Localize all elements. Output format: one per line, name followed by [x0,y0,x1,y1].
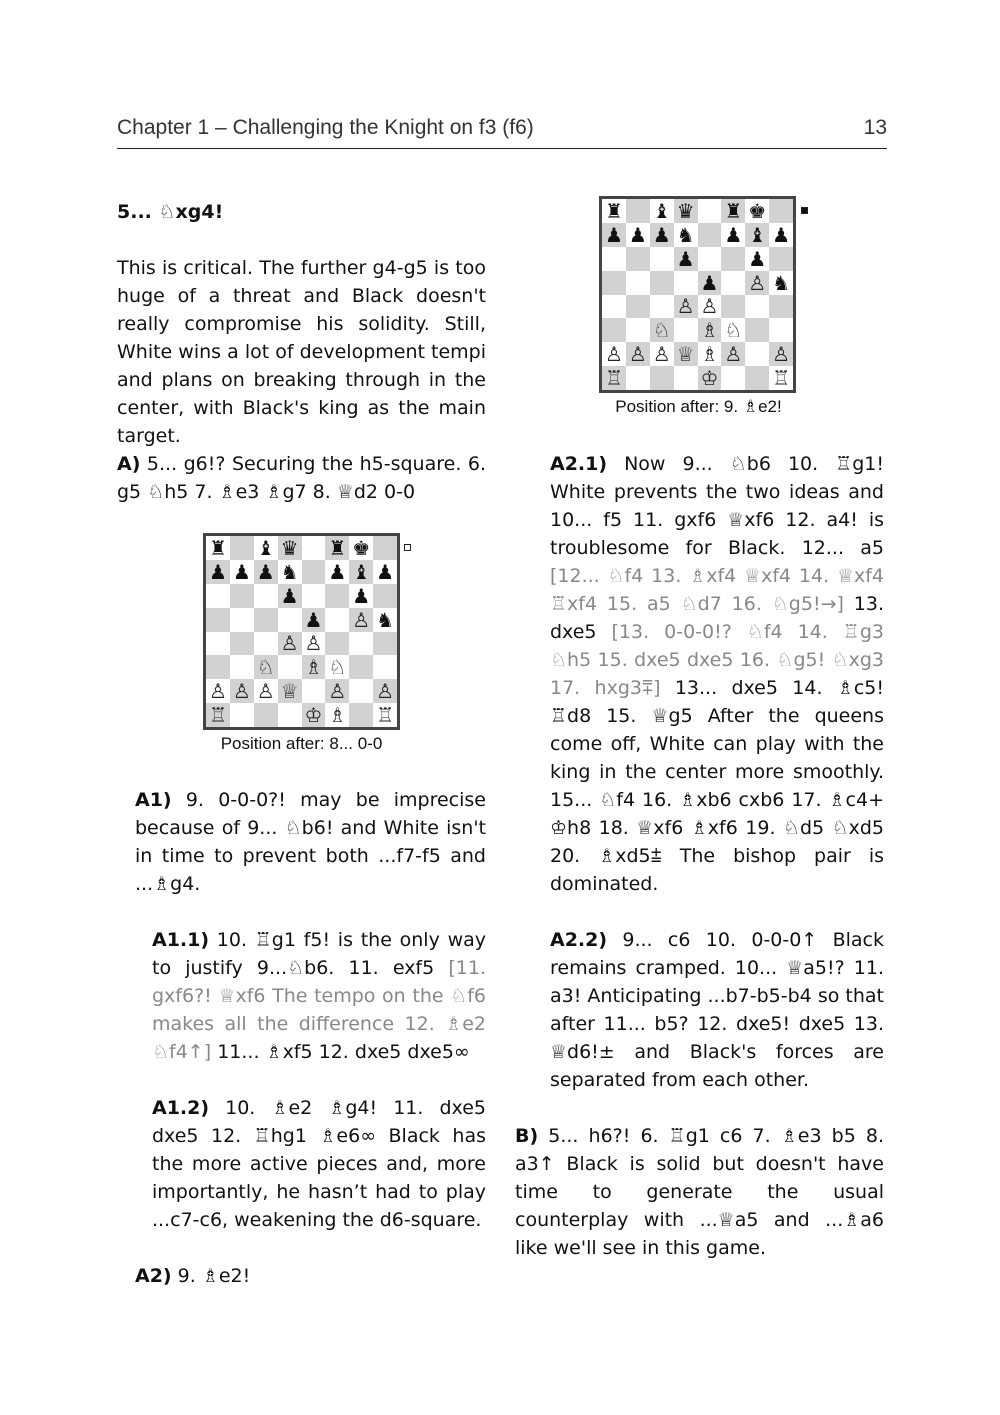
square-d4 [278,632,302,656]
white-pawn-icon: ♙ [628,342,647,367]
variation-label: A2) [135,1265,172,1287]
black-rook-icon: ♜ [604,198,623,223]
variation-text: Now 9... ♘b6 10. ♖g1! White prevents the two ideas and 10... f5 11. gxf6 ♕xf6 12. a4! is troublesome for Black. 12... a5 [550,453,884,559]
page-header [117,114,887,149]
black-pawn-icon: ♟ [676,246,695,271]
white-knight-icon: ♘ [652,318,671,343]
square-a5 [206,608,230,632]
square-d1 [278,703,302,727]
white-queen-icon: ♕ [676,342,695,367]
square-f2 [721,342,745,366]
black-pawn-icon: ♟ [304,607,323,632]
square-b4 [626,295,650,319]
square-f5 [325,608,349,632]
black-rook-icon: ♜ [724,198,743,223]
black-pawn-icon: ♟ [376,559,395,584]
diagram-caption: Position after: 8... 0-0 [220,734,383,753]
square-a7 [602,223,626,247]
square-a7 [206,560,230,584]
square-c8 [254,536,278,560]
black-pawn-icon: ♟ [652,222,671,247]
black-pawn-icon: ♟ [256,559,275,584]
white-pawn-icon: ♙ [700,294,719,319]
square-f8 [325,536,349,560]
square-e4 [302,632,326,656]
chapter-title: Chapter 1 – Challenging the Knight on f3 (f6) [117,116,534,139]
variation-text: 5... g6!? Securing the h5-square. 6. g5 ♘h5 7. ♗e3 ♗g7 8. ♕d2 0-0 [117,453,486,503]
square-f7 [325,560,349,584]
square-b5 [626,271,650,295]
square-d8 [278,536,302,560]
white-pawn-icon: ♙ [604,342,623,367]
white-rook-icon: ♖ [604,366,623,391]
square-g4 [745,295,769,319]
square-b3 [230,655,254,679]
white-knight-icon: ♘ [724,318,743,343]
black-knight-icon: ♞ [376,607,395,632]
square-h6 [373,584,397,608]
square-e8 [698,199,722,223]
square-b6 [230,584,254,608]
square-g7 [349,560,373,584]
square-a1 [206,703,230,727]
square-c4 [650,295,674,319]
square-e5 [698,271,722,295]
intro-paragraph: This is critical. The further g4-g5 is too huge of a threat and Black doesn't really compromise his solidity. Still, White wins a lot of development tempi and plans on breaking through in the center, with Black's king as the main target. [117,257,486,447]
square-g5 [745,271,769,295]
square-e7 [698,223,722,247]
square-g4 [349,632,373,656]
white-queen-icon: ♕ [280,679,299,704]
sideline-text: [13. 0-0-0!? ♘f4 14. ♖g3 ♘h5 15. dxe5 dxe5 16. ♘g5! ♘xg3 17. hxg3⩱] [550,621,884,699]
white-pawn-icon: ♙ [232,679,251,704]
black-pawn-icon: ♟ [280,583,299,608]
white-rook-icon: ♖ [376,703,395,728]
square-c7 [254,560,278,584]
variation-label: A2.1) [550,453,608,475]
square-a4 [206,632,230,656]
square-h1 [373,703,397,727]
square-d7 [674,223,698,247]
square-f4 [325,632,349,656]
square-f5 [721,271,745,295]
square-c5 [650,271,674,295]
square-e3 [302,655,326,679]
square-d5 [278,608,302,632]
square-f4 [721,295,745,319]
square-d1 [674,366,698,390]
square-e2 [698,342,722,366]
square-h5 [373,608,397,632]
square-d6 [674,247,698,271]
variation-label: A1.2) [152,1097,210,1119]
white-bishop-icon: ♗ [700,318,719,343]
square-a2 [602,342,626,366]
square-h3 [373,655,397,679]
sideline-text: [12... ♘f4 13. ♗xf4 ♕xf4 14. ♕xf4 ♖xf4 15. a5 ♘d7 16. ♘g5!→] [550,565,884,615]
square-e7 [302,560,326,584]
variation-label: A2.2) [550,929,608,951]
square-g2 [745,342,769,366]
white-pawn-icon: ♙ [376,679,395,704]
black-pawn-icon: ♟ [208,559,227,584]
square-g1 [745,366,769,390]
variation-a2-2 [550,926,884,1094]
square-f7 [721,223,745,247]
variation-a1 [135,786,486,898]
square-h8 [373,536,397,560]
white-pawn-icon: ♙ [304,631,323,656]
square-h4 [373,632,397,656]
white-knight-icon: ♘ [328,655,347,680]
square-b7 [230,560,254,584]
square-g8 [745,199,769,223]
square-a8 [206,536,230,560]
square-f8 [721,199,745,223]
square-a8 [602,199,626,223]
black-pawn-icon: ♟ [604,222,623,247]
white-pawn-icon: ♙ [652,342,671,367]
square-f1 [721,366,745,390]
square-c7 [650,223,674,247]
black-pawn-icon: ♟ [748,246,767,271]
square-d4 [674,295,698,319]
white-pawn-icon: ♙ [280,631,299,656]
black-king-icon: ♚ [748,198,767,223]
variation-text: 9... c6 10. 0-0-0↑ Black remains cramped. 10... ♕a5!? 11. a3! Anticipating ...b7-b5-b4 so that after 11... b5? 12. dxe5! dxe5 13. ♕d6!± and Black's forces are separated from each other. [550,929,884,1091]
square-b3 [626,318,650,342]
square-c2 [254,679,278,703]
white-bishop-icon: ♗ [328,703,347,728]
square-c6 [650,247,674,271]
page-number: 13 [863,116,887,139]
square-e4 [698,295,722,319]
square-c3 [254,655,278,679]
square-d8 [674,199,698,223]
white-king-icon: ♔ [700,366,719,391]
square-g2 [349,679,373,703]
square-d3 [278,655,302,679]
square-e1 [302,703,326,727]
variation-text: 11... ♗xf5 12. dxe5 dxe5∞ [211,1041,470,1063]
move-heading: 5... ♘xg4! [117,201,224,223]
square-a6 [602,247,626,271]
square-f6 [325,584,349,608]
square-g6 [349,584,373,608]
square-a5 [602,271,626,295]
variation-label: A1) [135,789,172,811]
square-b7 [626,223,650,247]
white-pawn-icon: ♙ [208,679,227,704]
black-pawn-icon: ♟ [352,583,371,608]
square-a3 [602,318,626,342]
square-c8 [650,199,674,223]
square-h8 [769,199,793,223]
variation-a [117,450,486,506]
white-king-icon: ♔ [304,703,323,728]
black-rook-icon: ♜ [208,535,227,560]
square-b2 [626,342,650,366]
square-f3 [721,318,745,342]
square-c6 [254,584,278,608]
white-pawn-icon: ♙ [724,342,743,367]
black-pawn-icon: ♟ [232,559,251,584]
square-e5 [302,608,326,632]
square-f2 [325,679,349,703]
square-h2 [769,342,793,366]
white-pawn-icon: ♙ [772,342,791,367]
square-h3 [769,318,793,342]
square-g6 [745,247,769,271]
white-pawn-icon: ♙ [256,679,275,704]
square-c4 [254,632,278,656]
square-g5 [349,608,373,632]
square-c1 [650,366,674,390]
black-pawn-icon: ♟ [772,222,791,247]
square-g1 [349,703,373,727]
square-h2 [373,679,397,703]
square-a6 [206,584,230,608]
square-g7 [745,223,769,247]
square-d3 [674,318,698,342]
square-f3 [325,655,349,679]
black-bishop-icon: ♝ [352,559,371,584]
variation-text: 13. dxe5 [550,593,884,643]
square-e1 [698,366,722,390]
square-a3 [206,655,230,679]
white-pawn-icon: ♙ [328,679,347,704]
square-b8 [626,199,650,223]
square-d5 [674,271,698,295]
diagram-caption: Position after: 9. ♗e2! [615,397,782,416]
black-knight-icon: ♞ [280,559,299,584]
black-queen-icon: ♛ [676,198,695,223]
variation-text: 9. ♗e2! [171,1265,251,1287]
square-e6 [698,247,722,271]
black-rook-icon: ♜ [328,535,347,560]
square-a4 [602,295,626,319]
square-e8 [302,536,326,560]
square-b1 [626,366,650,390]
variation-a1-1 [152,926,486,1066]
black-pawn-icon: ♟ [700,270,719,295]
side-to-move-indicator [801,207,808,214]
square-e3 [698,318,722,342]
variation-label: B) [515,1125,539,1147]
square-e6 [302,584,326,608]
square-e2 [302,679,326,703]
white-pawn-icon: ♙ [676,294,695,319]
variation-text: 13... dxe5 14. ♗c5! ♖d8 15. ♕g5 After the queens come off, White can play with the king in the center more smoothly. 15... ♘f4 16. ♗xb6 cxb6 17. ♗c4+ ♔h8 18. ♕xf6 ♗xf6 19. ♘d5 ♘xd5 20. ♗xd5⩲ The bishop pair is dominated. [550,677,885,895]
square-g8 [349,536,373,560]
square-b5 [230,608,254,632]
variation-text: 10. ♗e2 ♗g4! 11. dxe5 dxe5 12. ♖hg1 ♗e6∞ Black has the more active pieces and, more importantly, he hasn’t had to play ...c7-c6, weakening the d6-square. [152,1097,486,1231]
black-bishop-icon: ♝ [256,535,275,560]
variation-b [515,1122,884,1262]
black-pawn-icon: ♟ [328,559,347,584]
white-rook-icon: ♖ [208,703,227,728]
white-pawn-icon: ♙ [352,607,371,632]
square-b1 [230,703,254,727]
square-c1 [254,703,278,727]
black-bishop-icon: ♝ [652,198,671,223]
white-knight-icon: ♘ [256,655,275,680]
black-queen-icon: ♛ [280,535,299,560]
variation-text: 5... h6?! 6. ♖g1 c6 7. ♗e3 b5 8. a3↑ Black is solid but doesn't have time to generate the usual counterplay with ...♕a5 and ...♗a6 like we'll see in this game. [515,1125,884,1259]
square-d2 [278,679,302,703]
variation-text: 10. ♖g1 f5! is the only way to justify 9...♘b6. 11. exf5 [152,929,486,979]
square-b2 [230,679,254,703]
chess-board [203,533,400,730]
side-to-move-indicator [404,544,411,551]
chess-board [599,196,796,393]
square-d6 [278,584,302,608]
black-pawn-icon: ♟ [628,222,647,247]
square-b4 [230,632,254,656]
diagram-after-8-0-0 [203,533,400,730]
square-a2 [206,679,230,703]
square-h7 [373,560,397,584]
black-king-icon: ♚ [352,535,371,560]
sideline-text: [11. gxf6?! ♕xf6 The tempo on the ♘f6 makes all the difference 12. ♗e2 ♘f4↑] [152,957,486,1063]
black-pawn-icon: ♟ [724,222,743,247]
square-f6 [721,247,745,271]
variation-a2 [135,1262,486,1290]
white-pawn-icon: ♙ [748,270,767,295]
black-bishop-icon: ♝ [748,222,767,247]
variation-label: A1.1) [152,929,210,951]
square-a1 [602,366,626,390]
variation-a2-1 [550,450,884,898]
square-c3 [650,318,674,342]
square-h7 [769,223,793,247]
variation-label: A) [117,453,141,475]
square-b8 [230,536,254,560]
square-h6 [769,247,793,271]
square-b6 [626,247,650,271]
black-knight-icon: ♞ [676,222,695,247]
black-knight-icon: ♞ [772,270,791,295]
square-h1 [769,366,793,390]
white-bishop-icon: ♗ [304,655,323,680]
square-c2 [650,342,674,366]
diagram-after-9-be2 [599,196,796,393]
square-g3 [349,655,373,679]
white-rook-icon: ♖ [772,366,791,391]
square-f1 [325,703,349,727]
square-g3 [745,318,769,342]
square-c5 [254,608,278,632]
square-h5 [769,271,793,295]
square-d7 [278,560,302,584]
variation-a1-2 [152,1094,486,1234]
variation-text: 9. 0-0-0?! may be imprecise because of 9... ♘b6! and White isn't in time to prevent both ...f7-f5 and ...♗g4. [135,789,486,895]
white-bishop-icon: ♗ [700,342,719,367]
square-h4 [769,295,793,319]
square-d2 [674,342,698,366]
